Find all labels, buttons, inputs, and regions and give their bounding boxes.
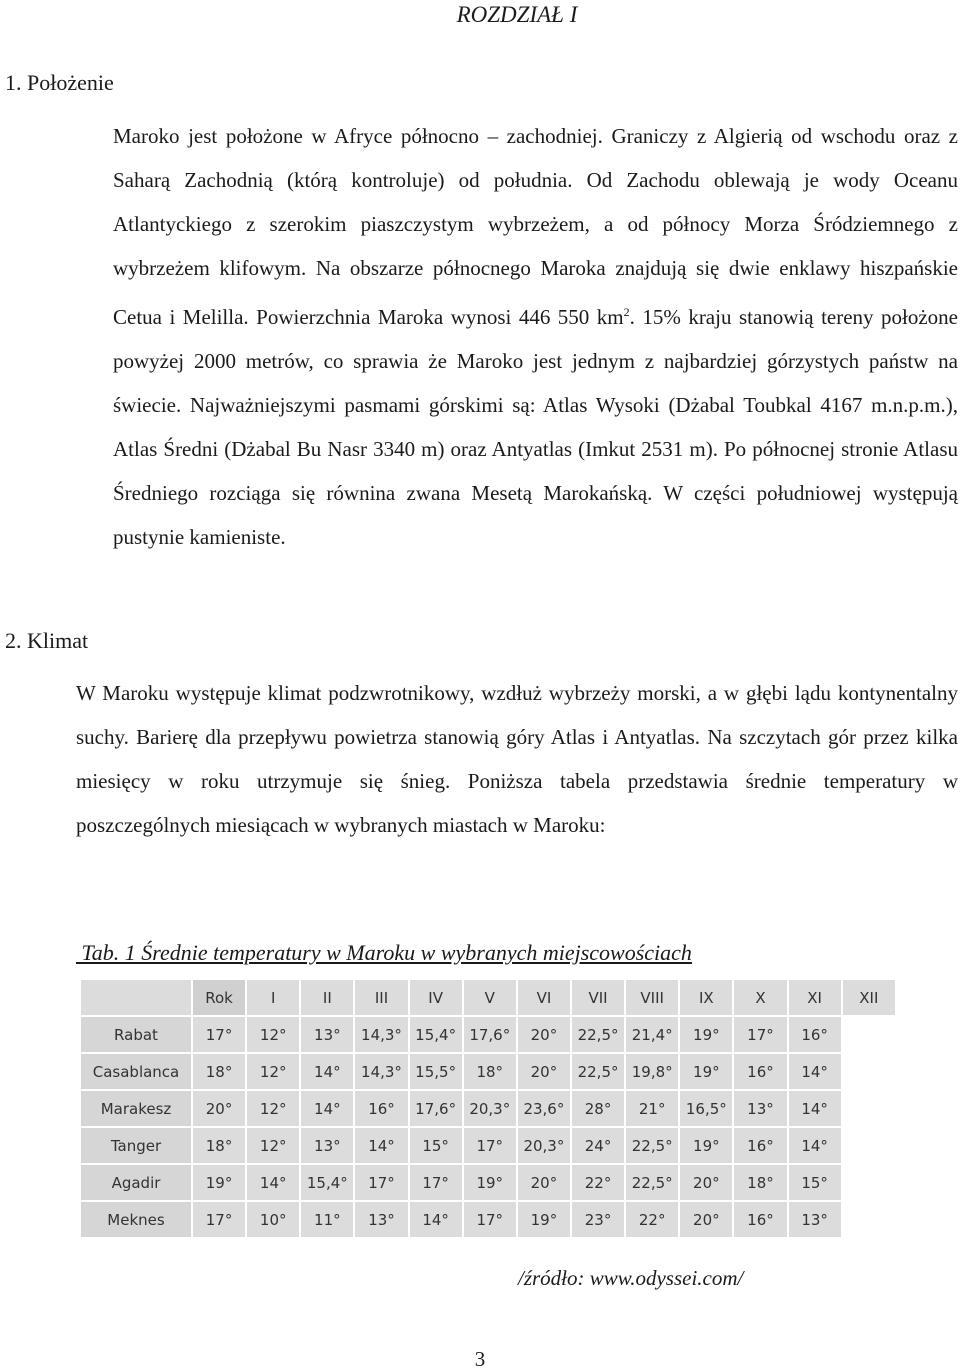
table-value-cell: 13° [734,1091,786,1126]
table-value-cell: 16° [789,1017,841,1052]
table-value-cell: 10° [247,1202,299,1237]
table-value-cell: 22,5° [572,1054,624,1089]
page-number: 3 [474,1347,486,1371]
table-value-cell: 17° [193,1017,245,1052]
table-header-year: Rok [193,980,245,1015]
table-value-cell: 20° [518,1165,570,1200]
table-value-cell: 14° [355,1128,407,1163]
source-note: /źródło: www.odyssei.com/ [518,1266,744,1290]
table-value-cell: 13° [301,1017,353,1052]
table-value-cell: 15,4° [410,1017,462,1052]
table-header-month: V [464,980,516,1015]
section-heading-polozenie: 1. Położenie [5,70,114,95]
table-value-cell: 14° [301,1091,353,1126]
table-header-month: IV [410,980,462,1015]
table-row [81,1091,895,1126]
paragraph-polozenie-text-cont: . 15% kraju stanowią tereny położone powyżej 2000 metrów, co sprawia że Maroko jest jednym z najbardziej górzystych państw na świecie. Najważniejszymi pasmami górskimi są: Atlas Wysoki (Dżabal Toubkal 4167 m.n.p.m.), Atlas Średni (Dżabal Bu Nasr 3340 m) oraz Antyatlas (Imkut 2531 m). Po północnej stronie Atlasu Średniego rozciąga się równina zwana Mesetą Marokańską. W części południowej występują pustynie kamieniste. [113,305,958,549]
table-value-cell: 17° [734,1017,786,1052]
table-caption: Tab. 1 Średnie temperatury w Maroku w wybranych miejscowościach [76,940,692,965]
table-value-cell: 20° [680,1202,732,1237]
table-value-cell: 16° [734,1202,786,1237]
table-value-cell: 15° [410,1128,462,1163]
table-value-cell: 14° [789,1054,841,1089]
table-value-cell: 12° [247,1054,299,1089]
table-row [81,1128,895,1163]
table-value-cell: 13° [789,1202,841,1237]
table-value-cell: 18° [193,1128,245,1163]
table-row [81,1054,895,1089]
table-row [81,1165,895,1200]
table-value-cell: 12° [247,1128,299,1163]
table-header-row [81,980,895,1015]
table-value-cell: 22° [626,1202,678,1237]
table-value-cell: 20° [518,1054,570,1089]
table-value-cell: 17° [464,1202,516,1237]
table-row [81,1017,895,1052]
table-value-cell: 14° [789,1128,841,1163]
section-heading-klimat: 2. Klimat [5,628,89,653]
table-header-month: X [734,980,786,1015]
table-value-cell: 20° [518,1017,570,1052]
table-value-cell: 23° [572,1202,624,1237]
table-value-cell: 22,5° [626,1165,678,1200]
table-value-cell: 20° [193,1091,245,1126]
table-value-cell: 18° [464,1054,516,1089]
table-value-cell: 16° [355,1091,407,1126]
table-city-cell: Casablanca [81,1054,191,1089]
table-city-cell: Agadir [81,1165,191,1200]
table-value-cell: 21° [626,1091,678,1126]
table-header-month: III [355,980,407,1015]
table-value-cell: 20,3° [464,1091,516,1126]
table-value-cell: 16,5° [680,1091,732,1126]
temperature-table [79,978,897,1239]
table-value-cell: 17° [410,1165,462,1200]
paragraph-klimat: W Maroku występuje klimat podzwrotnikowy, wzdłuż wybrzeży morski, a w głębi lądu kontynentalny suchy. Barierę dla przepływu powietrza stanowią góry Atlas i Antyatlas. Na szczytach gór przez kilka miesięcy w roku utrzymuje się śnieg. Poniższa tabela przedstawia średnie temperatury w poszczególnych miesiącach w wybranych miastach w Maroku: [76,681,958,837]
table-city-cell: Tanger [81,1128,191,1163]
table-value-cell: 17,6° [464,1017,516,1052]
table-header-month: IX [680,980,732,1015]
table-value-cell: 19,8° [626,1054,678,1089]
table-value-cell: 17° [464,1128,516,1163]
table-value-cell: 19° [518,1202,570,1237]
table-value-cell: 19° [464,1165,516,1200]
table-value-cell: 19° [193,1165,245,1200]
table-city-cell: Rabat [81,1017,191,1052]
table-value-cell: 18° [193,1054,245,1089]
table-value-cell: 15° [789,1165,841,1200]
table-header-month: I [247,980,299,1015]
chapter-title: ROZDZIAŁ I [456,2,578,27]
table-value-cell: 18° [734,1165,786,1200]
table-value-cell: 16° [734,1054,786,1089]
table-value-cell: 24° [572,1128,624,1163]
table-value-cell: 14,3° [355,1054,407,1089]
table-value-cell: 14,3° [355,1017,407,1052]
table-value-cell: 23,6° [518,1091,570,1126]
table-header-month: VII [572,980,624,1015]
table-value-cell: 28° [572,1091,624,1126]
table-value-cell: 16° [734,1128,786,1163]
table-value-cell: 19° [680,1017,732,1052]
table-row [81,1202,895,1237]
table-header-month: XI [789,980,841,1015]
table-value-cell: 12° [247,1091,299,1126]
table-value-cell: 20,3° [518,1128,570,1163]
table-value-cell: 13° [301,1128,353,1163]
table-header-month: II [301,980,353,1015]
table-header-month: VI [518,980,570,1015]
paragraph-polozenie-text: Maroko jest położone w Afryce północno – zachodniej. Graniczy z Algierią od wschodu oraz z Saharą Zachodnią (którą kontroluje) od południa. Od Zachodu oblewają je wody Oceanu Atlantyckiego z szerokim piaszczystym wybrzeżem, a od północy Morza Śródziemnego z wybrzeżem klifowym. Na obszarze północnego Maroka znajdują się dwie enklawy hiszpańskie Cetua i Melilla. Powierzchnia Maroka wynosi 446 550 km [113,124,958,329]
table-value-cell: 11° [301,1202,353,1237]
table-value-cell: 21,4° [626,1017,678,1052]
table-value-cell: 14° [301,1054,353,1089]
table-city-cell: Marakesz [81,1091,191,1126]
superscript-2: 2 [623,305,630,319]
table-value-cell: 22,5° [572,1017,624,1052]
table-header-month: VIII [626,980,678,1015]
table-value-cell: 17° [193,1202,245,1237]
paragraph-polozenie [113,114,958,559]
table-value-cell: 17° [355,1165,407,1200]
table-value-cell: 19° [680,1054,732,1089]
table-value-cell: 22° [572,1165,624,1200]
table-value-cell: 14° [789,1091,841,1126]
table-value-cell: 15,5° [410,1054,462,1089]
table-value-cell: 14° [247,1165,299,1200]
table-value-cell: 17,6° [410,1091,462,1126]
table-city-cell: Meknes [81,1202,191,1237]
table-header-month: XII [843,980,895,1015]
table-corner-cell [81,980,191,1015]
table-value-cell: 20° [680,1165,732,1200]
table-value-cell: 15,4° [301,1165,353,1200]
table-value-cell: 14° [410,1202,462,1237]
table-value-cell: 22,5° [626,1128,678,1163]
table-value-cell: 12° [247,1017,299,1052]
table-value-cell: 19° [680,1128,732,1163]
table-value-cell: 13° [355,1202,407,1237]
